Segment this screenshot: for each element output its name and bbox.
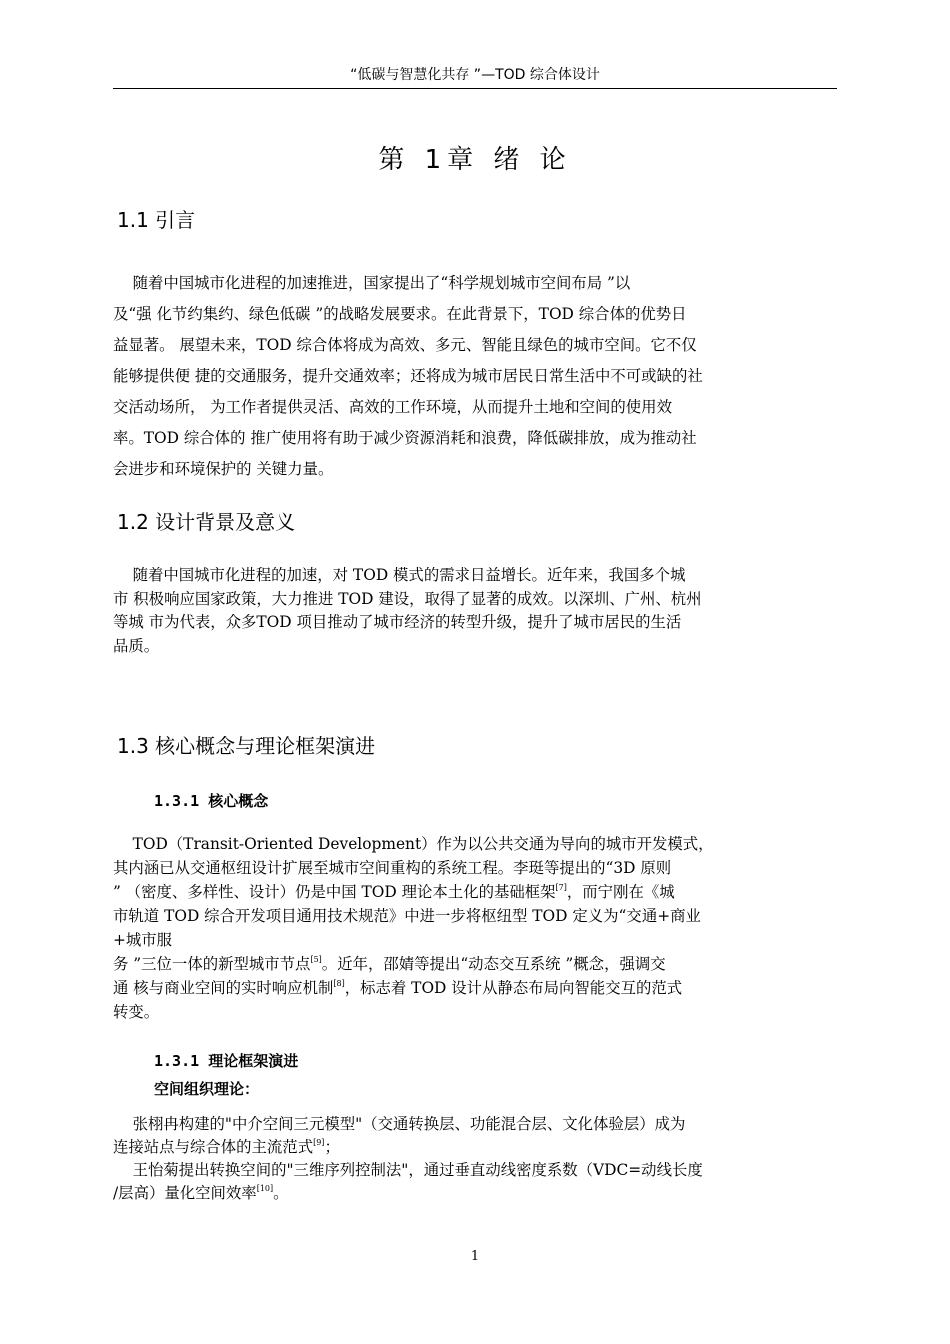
citation-ref: [9] [313,1138,325,1147]
text-line: 市 积极响应国家政策，大力推进 TOD 建设，取得了显著的成效。以深圳、广州、杭州 [113,589,702,608]
text-line: 及“强 化节约集约、绿色低碳 ”的战略发展要求。在此背景下，TOD 综合体的优势日 [113,305,687,323]
citation-ref: [5] [310,955,322,964]
text-segment: 务 ”三位一体的新型城市节点 [113,955,311,973]
citation-ref: [7] [555,883,567,892]
text-line: 益显著。 展望未来，TOD 综合体将成为高效、多元、智能且绿色的城市空间。它不仅 [113,336,697,354]
text-line: 等城 市为代表，众多TOD 项目推动了城市经济的转型升级，提升了城市居民的生活 [113,613,682,631]
text-line: 转变。 [113,1003,160,1021]
text-line [113,880,843,904]
spatial-organization-heading [154,1078,259,1100]
section-heading-1-2: 1.2 设计背景及意义 [117,510,296,534]
subsection-title: 核心概念 [208,792,269,810]
text-segment: ，而宁刚在《城 [566,883,675,901]
text-segment: 通 核与商业空间的实时响应机制 [113,979,334,997]
paragraph-theory [113,1113,843,1205]
chapter-title: 第 1章 绪 论 [378,145,572,175]
page-number: 1 [470,1249,480,1264]
text-line: 市轨道 TOD 综合开发项目通用技术规范》中进一步将枢纽型 TOD 定义为“交通+商业 [113,907,701,925]
text-line: TOD（Transit-Oriented Development）作为以公共交通为导向的城市开发模式， [113,835,714,853]
section-heading-1-1: 1.1 引言 [117,208,196,232]
text-segment: 。 [273,1184,289,1202]
running-header: “低碳与智慧化共存 ”—TOD 综合体设计 [113,66,837,89]
text-line: 王怡菊提出转换空间的"三维序列控制法"，通过垂直动线密度系数（VDC=动线长度 [113,1161,703,1179]
subsection-number: 1.3.1 [154,792,200,810]
text-segment: 。近年，邵婧等提出“动态交互系统 ”概念，强调交 [321,955,666,973]
subsection-title: 理论框架演进 [208,1052,299,1070]
section-heading-1-3: 1.3 核心概念与理论框架演进 [117,734,376,758]
text-line: 品质。 [113,636,160,655]
text-line: 其内涵已从交通枢纽设计扩展至城市空间重构的系统工程。李珽等提出的“3D 原则 [113,859,672,877]
text-line [113,976,843,1000]
text-line: 交活动场所， 为工作者提供灵活、高效的工作环境，从而提升土地和空间的使用效 [113,398,672,416]
citation-ref: [10] [256,1184,274,1193]
text-line: 随着中国城市化进程的加速推进，国家提出了“科学规划城市空间布局 ”以 [113,274,631,292]
text-line: 率。TOD 综合体的 推广使用将有助于减少资源消耗和浪费，降低碳排放，成为推动社 [113,429,697,447]
text-segment: ，标志着 TOD 设计从静态布局向智能交互的范式 [344,979,683,997]
subsection-heading-core-concepts [154,790,268,812]
paragraph-introduction [113,268,843,485]
paragraph-background [113,564,843,658]
text-line: 会进步和环境保护的 关键力量。 [113,460,334,478]
text-segment: 连接站点与综合体的主流范式 [113,1138,314,1156]
text-line: 能够提供便 捷的交通服务，提升交通效率；还将成为城市居民日常生活中不可或缺的社 [113,367,703,385]
text-segment: ” （密度、多样性、设计）仍是中国 TOD 理论本土化的基础框架 [113,883,556,901]
paragraph-core-concepts [113,832,843,1024]
text-line [113,1136,843,1159]
text-segment: /层高）量化空间效率 [113,1184,257,1202]
text-line: +城市服 [113,931,173,949]
subsection-number: 1.3.1 [154,1052,200,1070]
text-line: 张栩冉构建的"中介空间三元模型"（交通转换层、功能混合层、文化体验层）成为 [113,1115,686,1133]
text-line [113,952,843,976]
spatial-organization-label: 空间组织理论： [154,1080,260,1098]
subsection-heading-theory-evolution [154,1050,298,1072]
text-line [113,1182,843,1205]
text-segment: ； [324,1138,340,1156]
text-line: 随着中国城市化进程的加速，对 TOD 模式的需求日益增长。近年来，我国多个城 [113,566,686,584]
citation-ref: [8] [333,979,345,988]
